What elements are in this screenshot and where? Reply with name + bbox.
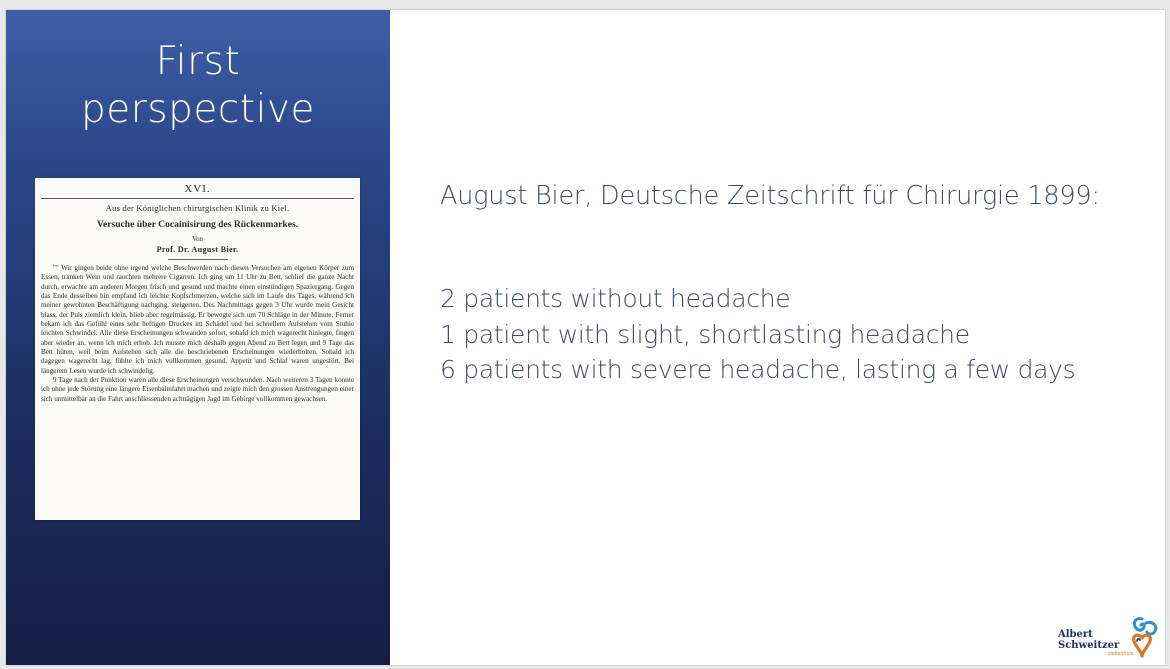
title-line-2: perspective	[81, 87, 315, 132]
hospital-logo	[1058, 611, 1163, 663]
finding-item: 2 patients without headache	[440, 284, 791, 313]
left-panel	[6, 10, 390, 665]
article-clinic: Aus der Königlichen chirurgischen Klinik zu Kiel.	[105, 203, 290, 213]
article-paragraph-1: "" Wir gingen beide ohne irgend welche Beschwerden nach diesen Versuchen am eigenen Körper zum Essen, tranken Wein und rauchten mehrere Cigarren. Ich ging um 11 Uhr zu Bett, schlief die ganze Nacht durch, erwachte am anderen Morgen frisch und gesund und machte einen einstündigen Spaziergang. Gegen das Ende desselben hin empfand ich leichte Kopfschmerzen, welche sich im Laufe des Tages, während ich meiner gewohnten Beschäftigung nachging, steigerten. Des Nachmittags gegen 3 Uhr wurde mein Gesicht blass, der Puls ziemlich klein, blieb aber regelmässig. Er bewegte sich um 70 Schläge in der Minute. Ferner bekam ich das Gefühl eines sehr heftigen Druckes im Schädel und bei schnellem Aufstehen vom Stuhle leichten Schwindel. Alle diese Erscheinungen schwanden sofort, sobald ich mich wagerecht hinlegte, fingen aber wieder an, wenn ich mich erhob. Ich musste mich deshalb gegen Abend zu Bett legen und 9 Tage das Bett hüten, weil beim Aufstehen sich alle die beschriebenen Erscheinungen wiederholten. Sobald ich dagegen wagerecht lag, fühlte ich mich vollkommen gesund. Appetit und Schlaf waren ungestört. Bei längerem Lesen wurde ich schwindelig.	[41, 264, 354, 375]
slide-content	[440, 181, 1100, 388]
logo-name	[1058, 629, 1119, 651]
article-number: XVI.	[184, 183, 211, 195]
article-heading: Versuche über Cocainisirung des Rückenmarkes.	[96, 219, 299, 230]
slide-title	[6, 38, 390, 134]
logo-line-2: Schweitzer	[1058, 640, 1120, 651]
findings-list	[440, 281, 1100, 388]
article-paragraph-2: 9 Tage nach der Punktion waren alle diese Erscheinungen verschwunden. Nach weiteren 3 Tagen konnte ich ohne jede Störung eine längere Eisenbahnfahrt machen und zeigte mich den grossen Anstrengungen einer sich unmittelbar an die Fahrt anschliessenden achttägigen Jagd im Gebirge vollkommen gewachsen.	[41, 376, 354, 403]
historical-article-scan	[35, 178, 360, 520]
article-von: Von	[192, 236, 203, 243]
title-line-1: First	[155, 39, 241, 84]
finding-item: 6 patients with severe headache, lasting a few days	[440, 355, 1076, 384]
logo-line-1: Albert	[1058, 629, 1093, 640]
divider	[41, 198, 354, 199]
article-body	[41, 264, 354, 404]
presentation-slide	[6, 10, 1165, 665]
divider	[168, 259, 228, 260]
article-author: Prof. Dr. August Bier.	[156, 245, 239, 254]
logo-subtitle: ziekenhuis	[1108, 652, 1134, 657]
reference-line: August Bier, Deutsche Zeitschrift für Chirurgie 1899:	[440, 181, 1100, 211]
finding-item: 1 patient with slight, shortlasting headache	[440, 319, 970, 349]
albert-schweitzer-heart-icon	[1128, 615, 1162, 661]
